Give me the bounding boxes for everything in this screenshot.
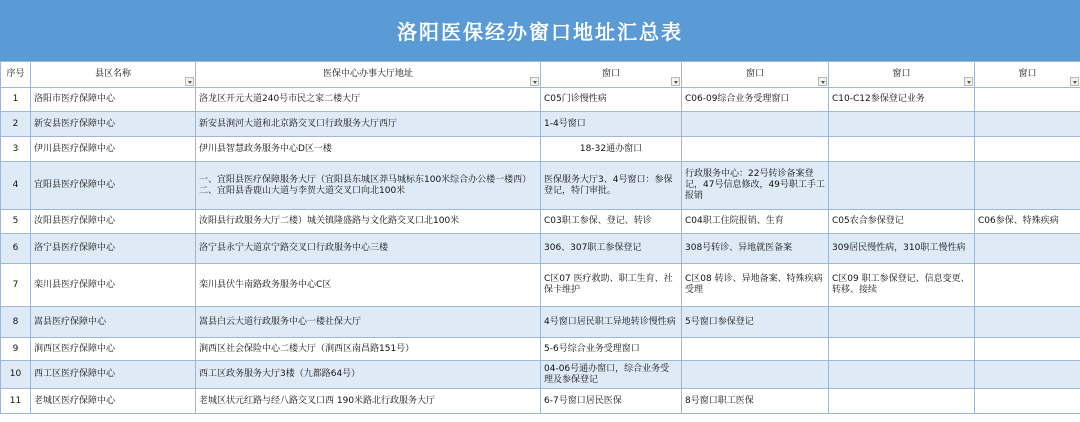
table-row [1, 389, 1080, 414]
cell-window-4[interactable] [975, 162, 1080, 210]
cell-window-4[interactable] [975, 264, 1080, 307]
cell-area[interactable]: 老城区医疗保障中心 [31, 389, 196, 414]
cell-no[interactable]: 10 [1, 361, 31, 389]
cell-window-2[interactable] [682, 361, 829, 389]
table-row [1, 112, 1080, 137]
header-row [1, 62, 1080, 88]
filter-dropdown-icon[interactable] [818, 77, 827, 86]
cell-address[interactable]: 伊川县智慧政务服务中心D区一楼 [196, 137, 541, 162]
cell-window-1[interactable]: 04-06号通办窗口，综合业务受理及参保登记 [541, 361, 682, 389]
cell-window-3[interactable] [829, 307, 975, 338]
cell-window-3[interactable] [829, 137, 975, 162]
cell-window-1[interactable]: 1-4号窗口 [541, 112, 682, 137]
cell-address[interactable]: 西工区政务服务大厅3楼（九都路64号） [196, 361, 541, 389]
cell-no[interactable]: 2 [1, 112, 31, 137]
cell-address[interactable]: 老城区状元红路与经八路交叉口西 190米路北行政服务大厅 [196, 389, 541, 414]
cell-window-3[interactable] [829, 338, 975, 361]
cell-window-4[interactable] [975, 307, 1080, 338]
cell-area[interactable]: 新安县医疗保障中心 [31, 112, 196, 137]
cell-area[interactable]: 涧西区医疗保障中心 [31, 338, 196, 361]
cell-area[interactable]: 栾川县医疗保障中心 [31, 264, 196, 307]
cell-window-2[interactable]: C区08 转诊、异地备案、特殊疾病受理 [682, 264, 829, 307]
filter-dropdown-icon[interactable] [530, 77, 539, 86]
cell-window-3[interactable] [829, 112, 975, 137]
cell-no[interactable]: 8 [1, 307, 31, 338]
filter-dropdown-icon[interactable] [185, 77, 194, 86]
table-row [1, 338, 1080, 361]
cell-window-1[interactable]: 5-6号综合业务受理窗口 [541, 338, 682, 361]
cell-no[interactable]: 1 [1, 88, 31, 112]
cell-no[interactable]: 9 [1, 338, 31, 361]
cell-address[interactable]: 一、宜阳县医疗保障服务大厅（宜阳县东城区莽马城标东100米综合办公楼一楼西）二、宜阳县香鹿山大道与李贺大道交叉口向北100米 [196, 162, 541, 210]
cell-window-3[interactable]: 309居民慢性病，310职工慢性病 [829, 234, 975, 264]
cell-window-3[interactable]: C区09 职工参保登记、信息变更、转移、接续 [829, 264, 975, 307]
address-table [0, 61, 1080, 414]
cell-no[interactable]: 5 [1, 210, 31, 234]
cell-window-2[interactable] [682, 137, 829, 162]
cell-window-3[interactable] [829, 162, 975, 210]
table-row [1, 210, 1080, 234]
header-window-2: 窗口 [682, 62, 829, 88]
cell-window-2[interactable] [682, 338, 829, 361]
cell-address[interactable]: 栾川县伏牛南路政务服务中心C区 [196, 264, 541, 307]
cell-area[interactable]: 汝阳县医疗保障中心 [31, 210, 196, 234]
cell-window-4[interactable] [975, 338, 1080, 361]
cell-window-1[interactable]: 4号窗口居民职工异地转诊慢性病 [541, 307, 682, 338]
cell-window-4[interactable] [975, 361, 1080, 389]
cell-window-2[interactable]: 行政服务中心：22号转诊备案登记，47号信息修改，49号职工手工报销 [682, 162, 829, 210]
cell-window-2[interactable] [682, 112, 829, 137]
header-window-4: 窗口 [975, 62, 1080, 88]
cell-address[interactable]: 洛宁县永宁大道京宁路交叉口行政服务中心三楼 [196, 234, 541, 264]
table-row [1, 162, 1080, 210]
filter-dropdown-icon[interactable] [964, 77, 973, 86]
cell-window-2[interactable]: 308号转诊、异地就医备案 [682, 234, 829, 264]
cell-window-1[interactable]: 6-7号窗口居民医保 [541, 389, 682, 414]
cell-area[interactable]: 宜阳县医疗保障中心 [31, 162, 196, 210]
cell-address[interactable]: 新安县涧河大道和北京路交叉口行政服务大厅西厅 [196, 112, 541, 137]
cell-window-1[interactable]: 18-32通办窗口 [541, 137, 682, 162]
table-row [1, 307, 1080, 338]
cell-window-4[interactable] [975, 137, 1080, 162]
cell-window-1[interactable]: C区07 医疗救助、职工生育、社保卡维护 [541, 264, 682, 307]
cell-no[interactable]: 11 [1, 389, 31, 414]
header-window-3: 窗口 [829, 62, 975, 88]
cell-address[interactable]: 汝阳县行政服务大厅二楼）城关镇隆盛路与文化路交叉口北100米 [196, 210, 541, 234]
sheet-title: 洛阳医保经办窗口地址汇总表 [397, 20, 683, 44]
cell-window-2[interactable]: 5号窗口参保登记 [682, 307, 829, 338]
cell-no[interactable]: 3 [1, 137, 31, 162]
table-row [1, 264, 1080, 307]
cell-window-4[interactable] [975, 88, 1080, 112]
header-no: 序号 [1, 62, 31, 88]
cell-window-3[interactable]: C10-C12参保登记业务 [829, 88, 975, 112]
cell-no[interactable]: 6 [1, 234, 31, 264]
cell-area[interactable]: 洛阳市医疗保障中心 [31, 88, 196, 112]
header-address: 医保中心办事大厅地址 [196, 62, 541, 88]
cell-window-3[interactable] [829, 389, 975, 414]
cell-window-1[interactable]: C05门诊慢性病 [541, 88, 682, 112]
filter-dropdown-icon[interactable] [1070, 77, 1079, 86]
cell-window-4[interactable] [975, 112, 1080, 137]
cell-area[interactable]: 伊川县医疗保障中心 [31, 137, 196, 162]
cell-window-4[interactable]: C06参保、特殊疾病 [975, 210, 1080, 234]
cell-window-2[interactable]: 8号窗口职工医保 [682, 389, 829, 414]
cell-area[interactable]: 嵩县医疗保障中心 [31, 307, 196, 338]
cell-window-1[interactable]: 306、307职工参保登记 [541, 234, 682, 264]
cell-address[interactable]: 洛龙区开元大道240号市民之家二楼大厅 [196, 88, 541, 112]
cell-window-1[interactable]: C03职工参保、登记、转诊 [541, 210, 682, 234]
cell-window-2[interactable]: C04职工住院报销、生育 [682, 210, 829, 234]
header-window-1: 窗口 [541, 62, 682, 88]
table-row [1, 88, 1080, 112]
cell-address[interactable]: 嵩县白云大道行政服务中心一楼社保大厅 [196, 307, 541, 338]
filter-dropdown-icon[interactable] [671, 77, 680, 86]
cell-no[interactable]: 4 [1, 162, 31, 210]
cell-area[interactable]: 西工区医疗保障中心 [31, 361, 196, 389]
cell-window-4[interactable] [975, 389, 1080, 414]
cell-window-3[interactable] [829, 361, 975, 389]
cell-window-4[interactable] [975, 234, 1080, 264]
title-bar [0, 0, 1080, 61]
cell-window-2[interactable]: C06-09综合业务受理窗口 [682, 88, 829, 112]
header-area: 县区名称 [31, 62, 196, 88]
cell-address[interactable]: 涧西区社会保险中心二楼大厅（涧西区南昌路151号） [196, 338, 541, 361]
cell-window-3[interactable]: C05农合参保登记 [829, 210, 975, 234]
cell-area[interactable]: 洛宁县医疗保障中心 [31, 234, 196, 264]
cell-window-1[interactable]: 医保服务大厅3、4号窗口：参保登记，特门审批。 [541, 162, 682, 210]
cell-no[interactable]: 7 [1, 264, 31, 307]
table-row [1, 361, 1080, 389]
table-row [1, 137, 1080, 162]
table-row [1, 234, 1080, 264]
